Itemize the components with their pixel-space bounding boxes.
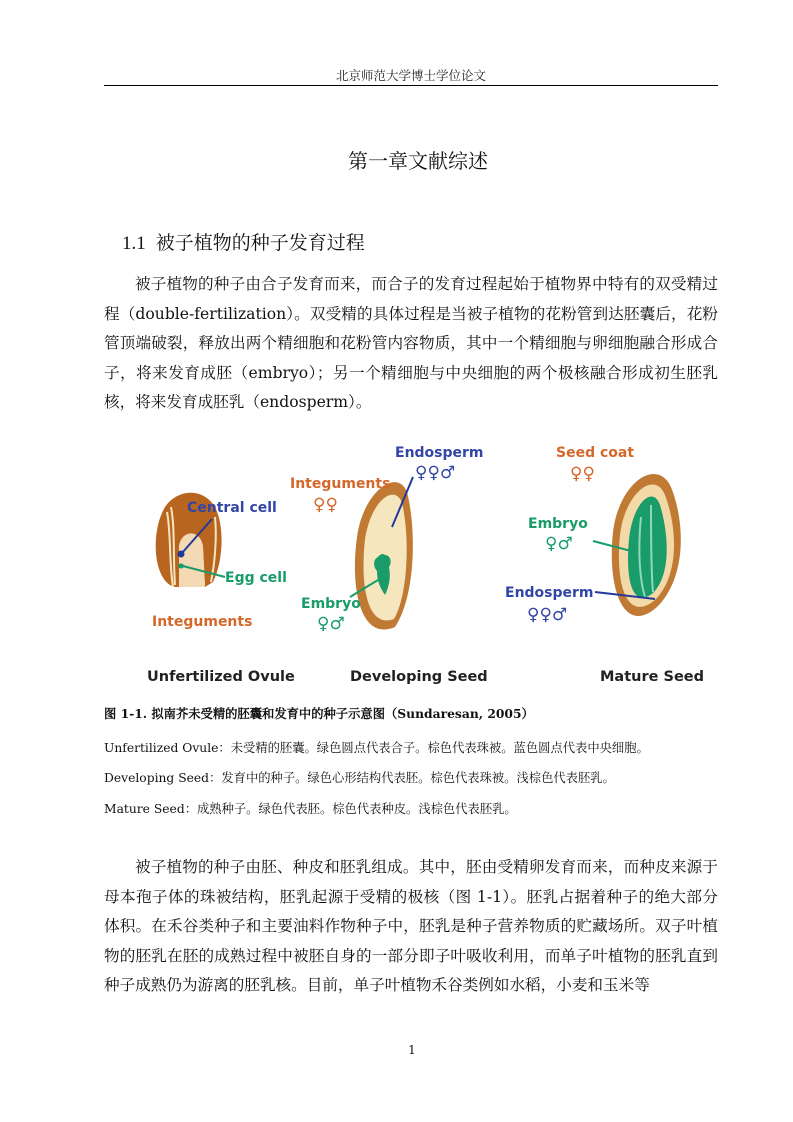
label-endosperm-3: Endosperm	[505, 585, 594, 601]
running-head: 北京师范大学博士学位论文	[335, 68, 486, 83]
section-title: 被子植物的种子发育过程	[155, 232, 365, 254]
caption-note: Mature Seed：成熟种子。绿色代表胚。棕色代表种皮。浅棕色代表胚乳。	[104, 802, 517, 816]
label-embryo-2: Embryo	[301, 596, 361, 612]
symbols-endosperm-3: ♀♀♂	[527, 605, 568, 625]
header-rule	[104, 85, 718, 86]
chapter-title: 第一章文献综述	[348, 149, 488, 173]
figure-caption: 图 1-1. 拟南芥未受精的胚囊和发育中的种子示意图（Sundaresan, 2005）	[104, 706, 534, 721]
figure-seed-development	[145, 437, 705, 693]
paragraph-1: 被子植物的种子由合子发育而来，而合子的发育过程起始于植物界中特有的双受精过程（double-fertilization）。双受精的具体过程是当被子植物的花粉管到达胚囊后，花粉管顶端破裂，释放出两个精细胞和花粉管内容物质，其中一个精细胞与卵细胞融合形成合子，将来发育成胚（embryo）；另一个精细胞与中央细胞的两个极核融合形成初生胚乳核，将来发育成胚乳（endosperm）。	[104, 275, 718, 412]
panel-title-unfertilized-ovule: Unfertilized Ovule	[147, 669, 295, 685]
section-number: 1.1	[122, 233, 146, 254]
section-heading	[122, 228, 365, 255]
figure-svg	[145, 437, 705, 693]
panel-title-developing-seed: Developing Seed	[350, 669, 488, 685]
symbols-seed-coat: ♀♀	[570, 464, 595, 484]
label-egg-cell: Egg cell	[225, 570, 287, 586]
label-integuments-1: Integuments	[152, 614, 253, 630]
label-central-cell: Central cell	[187, 500, 277, 516]
label-embryo-3: Embryo	[528, 516, 588, 532]
label-seed-coat: Seed coat	[556, 445, 635, 461]
page-number: 1	[408, 1043, 416, 1057]
mature-seed-drawing	[593, 474, 681, 616]
symbols-endosperm-2: ♀♀♂	[415, 463, 456, 483]
symbols-embryo-3: ♀♂	[545, 534, 573, 554]
caption-note: Developing Seed：发育中的种子。绿色心形结构代表胚。棕色代表珠被。浅棕色代表胚乳。	[104, 771, 615, 785]
symbols-embryo-2: ♀♂	[317, 614, 345, 634]
label-integuments-2: Integuments	[290, 476, 391, 492]
panel-title-mature-seed: Mature Seed	[600, 669, 704, 685]
symbols-integuments-2: ♀♀	[313, 495, 338, 515]
label-endosperm-2: Endosperm	[395, 445, 484, 461]
caption-note: Unfertilized Ovule：未受精的胚囊。绿色圆点代表合子。棕色代表珠被。蓝色圆点代表中央细胞。	[104, 741, 649, 755]
paragraph-2: 被子植物的种子由胚、种皮和胚乳组成。其中，胚由受精卵发育而来，而种皮来源于母本孢子体的珠被结构，胚乳起源于受精的极核（图 1-1）。胚乳占据着种子的绝大部分体积。在禾谷类种子和主要油料作物种子中，胚乳是种子营养物质的贮藏场所。双子叶植物的胚乳在胚的成熟过程中被胚自身的一部分即子叶吸收利用，而单子叶植物的胚乳直到种子成熟仍为游离的胚乳核。目前，单子叶植物禾谷类例如水稻，小麦和玉米等	[104, 858, 718, 995]
